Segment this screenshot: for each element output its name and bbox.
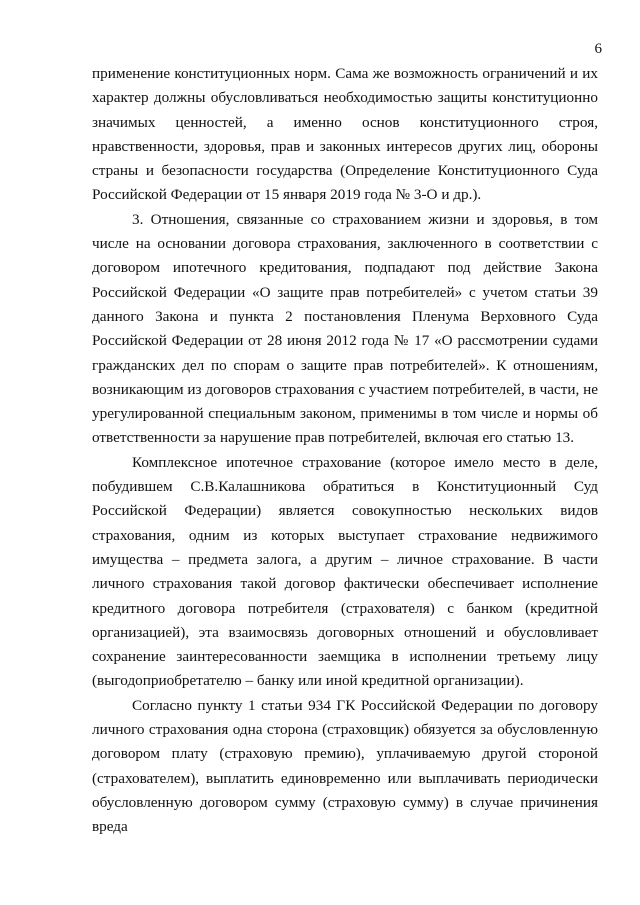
paragraph-3: Комплексное ипотечное страхование (которое имело место в деле, побудившем С.В.Калашникова обратиться в Конституционный Суд Российской Федерации) является совокупностью нескольких видов страхования, одним из которых выступает страхование недвижимого имущества – предмета залога, а другим – личное страхование. В части личного страхования такой договор фактически обеспечивает исполнение кредитного договора потребителя (страхователя) с банком (кредитной организацией), эта взаимосвязь договорных отношений и обусловливает сохранение заинтересованности заемщика в исполнении третьему лицу (выгодоприобретателю – банку или иной кредитной организации). [92,453,598,690]
paragraph-4: Согласно пункту 1 статьи 934 ГК Российской Федерации по договору личного страхования одна сторона (страховщик) обязуется за обусловленную договором плату (страховую премию), уплачиваемую другой стороной (страхователем), выплатить единовременно или выплачивать периодически обусловленную договором сумму (страховую сумму) в случае причинения вреда [92,696,598,836]
document-body [92,62,598,840]
paragraph-1: применение конституционных норм. Сама же возможность ограничений и их характер должны обусловливаться необходимостью защиты конституционно значимых ценностей, а именно основ конституционного строя, нравственности, здоровья, прав и законных интересов других лиц, обороны страны и безопасности государства (Определение Конституционного Суда Российской Федерации от 15 января 2019 года № 3-О и др.). [92,65,598,204]
paragraph-2: 3. Отношения, связанные со страхованием жизни и здоровья, в том числе на основании договора страхования, заключенного в соответствии с договором ипотечного кредитования, подпадают под действие Закона Российской Федерации «О защите прав потребителей» с учетом статьи 39 данного Закона и пункта 2 постановления Пленума Верховного Суда Российской Федерации от 28 июня 2012 года № 17 «О рассмотрении судами гражданских дел по спорам о защите прав потребителей». К отношениям, возникающим из договоров страхования с участием потребителей, в части, не урегулированной специальным законом, применимы в том числе и нормы об ответственности за нарушение прав потребителей, включая его статью 13. [92,210,598,447]
page-number: 6 [594,41,602,57]
